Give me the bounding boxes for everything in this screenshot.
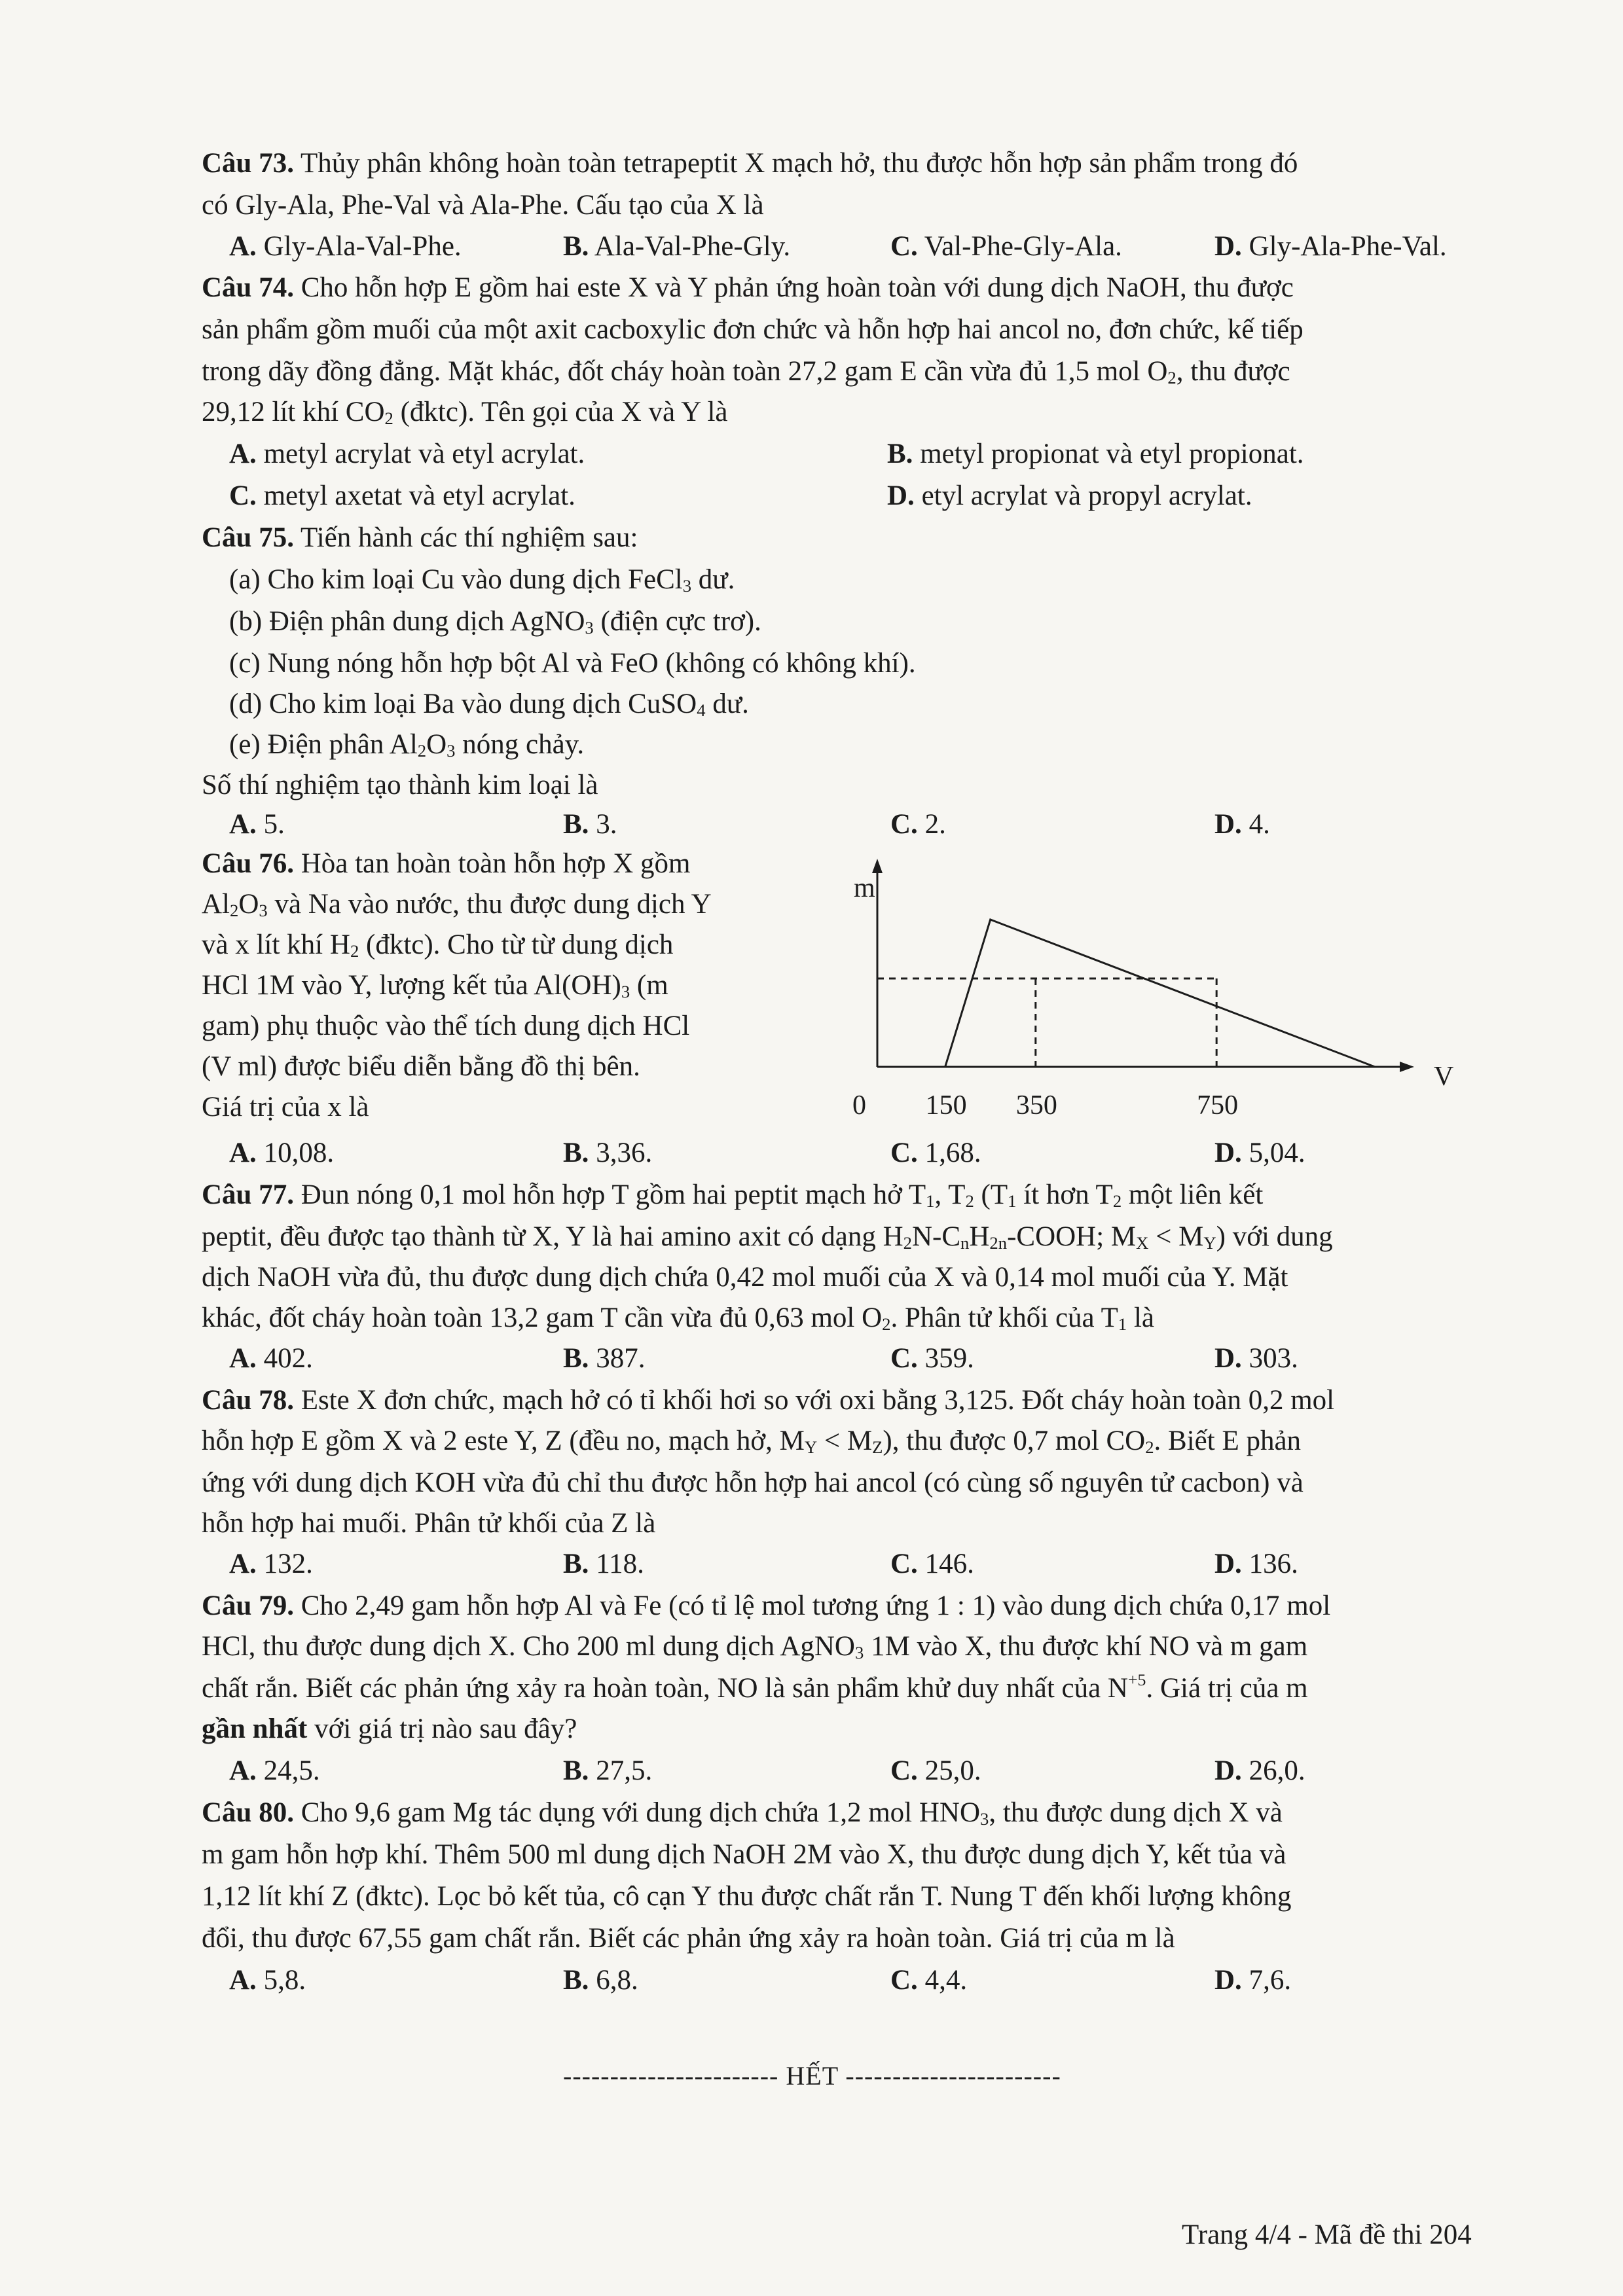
q77-line-2: peptit, đều được tạo thành từ X, Y là hai amino axit có dạng $H_2N-C_nH_{2n}$-COOH; $M_X < M_Y$) với dung (202, 1221, 1333, 1253)
q76-option-d: D. 5,04. (1214, 1138, 1305, 1168)
q76-option-a: A. 10,08. (229, 1138, 335, 1168)
q73-option-b: B. Ala-Val-Phe-Gly. (563, 231, 791, 262)
q79-option-b: B. 27,5. (563, 1755, 653, 1786)
q77-option-a: A. 402. (229, 1343, 313, 1374)
q80-option-c: C. 4,4. (890, 1965, 968, 1996)
q75-item-d: (d) Cho kim loại Ba vào dung dịch CuSO$_4$ dư. (229, 689, 749, 720)
q79-line-1: Câu 79. Cho 2,49 gam hỗn hợp Al và Fe (có tỉ lệ mol tương ứng 1 : 1) vào dung dịch chứa 0,17 mol (202, 1590, 1331, 1621)
q75-option-d: D. 4. (1214, 809, 1270, 840)
q78-line-2: hỗn hợp E gồm X và 2 este Y, Z (đều no, mạch hở, $M_Y < M_Z$), thu được 0,7 mol $CO_2$. Biết E phản (202, 1426, 1302, 1457)
q73-option-d: D. Gly-Ala-Phe-Val. (1214, 231, 1447, 262)
q76-line-3: và x lít khí $H_2$ (đktc). Cho từ từ dung dịch (202, 929, 674, 961)
q75-line-1: Câu 75. Tiến hành các thí nghiệm sau: (202, 522, 638, 553)
q76-line-5: gam) phụ thuộc vào thể tích dung dịch HCl (202, 1011, 690, 1041)
q75-item-a: (a) Cho kim loại Cu vào dung dịch FeCl$_3$ dư. (229, 564, 735, 596)
q79-line-3: chất rắn. Biết các phản ứng xảy ra hoàn toàn, NO là sản phẩm khử duy nhất của $N^{+5}$. Giá trị của m (202, 1670, 1308, 1704)
q76-option-b: B. 3,36. (563, 1138, 653, 1168)
y-axis-label: m (854, 873, 875, 903)
q75-item-c: (c) Nung nóng hỗn hợp bột Al và FeO (không có không khí). (229, 648, 916, 679)
q80-option-d: D. 7,6. (1214, 1965, 1292, 1996)
q78-line-3: ứng với dung dịch KOH vừa đủ chỉ thu được hỗn hợp hai ancol (có cùng số nguyên tử cacbon) và (202, 1467, 1304, 1498)
q79-line-4: gần nhất với giá trị nào sau đây? (202, 1713, 577, 1744)
q75-question: Số thí nghiệm tạo thành kim loại là (202, 770, 598, 800)
q79-option-d: D. 26,0. (1214, 1755, 1305, 1786)
q76-line-7: Giá trị của x là (202, 1092, 369, 1122)
page-footer: Trang 4/4 - Mã đề thi 204 (1182, 2219, 1472, 2250)
q80-option-b: B. 6,8. (563, 1965, 638, 1996)
end-marker: ----------------------- HẾT ----------------------- (563, 2061, 1061, 2090)
q74-line-3: trong dãy đồng đẳng. Mặt khác, đốt cháy hoàn toàn 27,2 gam E cần vừa đủ 1,5 mol $O_2$, thu được (202, 356, 1290, 387)
q79-option-a: A. 24,5. (229, 1755, 320, 1786)
x-tick-label-350: 350 (1015, 1090, 1057, 1121)
q78-option-d: D. 136. (1214, 1549, 1298, 1579)
q77-option-c: C. 359. (890, 1343, 974, 1374)
q80-line-4: đổi, thu được 67,55 gam chất rắn. Biết các phản ứng xảy ra hoàn toàn. Giá trị của m là (202, 1923, 1175, 1954)
q79-option-c: C. 25,0. (890, 1755, 981, 1786)
q77-option-d: D. 303. (1214, 1343, 1298, 1374)
y-axis-arrow (872, 859, 883, 873)
q74-option-b: B. metyl propionat và etyl propionat. (887, 439, 1304, 469)
q78-option-b: B. 118. (563, 1549, 644, 1579)
q77-line-3: dịch NaOH vừa đủ, thu được dung dịch chứa 0,42 mol muối của X và 0,14 mol muối của Y. Mặt (202, 1262, 1288, 1293)
q73-option-c: C. Val-Phe-Gly-Ala. (890, 231, 1122, 262)
q79-line-2: HCl, thu được dung dịch X. Cho 200 ml dung dịch AgNO$_3$ 1M vào X, thu được khí NO và m gam (202, 1631, 1308, 1662)
q74-option-d: D. etyl acrylat và propyl acrylat. (887, 480, 1252, 511)
q80-line-3: 1,12 lít khí Z (đktc). Lọc bỏ kết tủa, cô cạn Y thu được chất rắn T. Nung T đến khối lượng không (202, 1881, 1292, 1912)
q74-line-2: sản phẩm gồm muối của một axit cacboxylic đơn chức và hỗn hợp hai ancol no, đơn chức, kế tiếp (202, 314, 1304, 345)
q76-graph (851, 851, 1467, 1139)
q76-option-c: C. 1,68. (890, 1138, 981, 1168)
q73-line-2: có Gly-Ala, Phe-Val và Ala-Phe. Cấu tạo của X là (202, 190, 764, 221)
x-tick-label-0: 0 (852, 1090, 866, 1121)
q77-line-1: Câu 77. Đun nóng 0,1 mol hỗn hợp T gồm hai peptit mạch hở $T_1$, $T_2$ ($T_1$ ít hơn $T_2$ một liên kết (202, 1179, 1264, 1211)
q74-line-1: Câu 74. Cho hỗn hợp E gồm hai este X và Y phản ứng hoàn toàn với dung dịch NaOH, thu được (202, 272, 1294, 303)
q77-line-4: khác, đốt cháy hoàn toàn 13,2 gam T cần vừa đủ 0,63 mol $O_2$. Phân tử khối của $T_1$ là (202, 1302, 1154, 1334)
q73-label: Câu 73. (202, 148, 294, 179)
q75-item-e: (e) Điện phân $Al_2O_3$ nóng chảy. (229, 729, 585, 761)
series-line-0 (945, 920, 1375, 1067)
q76-line-1: Câu 76. Hòa tan hoàn toàn hỗn hợp X gồm (202, 848, 691, 879)
q80-option-a: A. 5,8. (229, 1965, 306, 1996)
q78-option-c: C. 146. (890, 1549, 974, 1579)
q80-line-2: m gam hỗn hợp khí. Thêm 500 ml dung dịch NaOH 2M vào X, thu được dung dịch Y, kết tủa và (202, 1839, 1286, 1870)
q75-option-b: B. 3. (563, 809, 617, 840)
q77-option-b: B. 387. (563, 1343, 646, 1374)
x-axis-label: V (1434, 1062, 1454, 1092)
q74-option-c: C. metyl axetat và etyl acrylat. (229, 480, 575, 511)
q74-option-a: A. metyl acrylat và etyl acrylat. (229, 439, 585, 469)
q76-line-4: HCl 1M vào Y, lượng kết tủa $Al(OH)_3$ (m (202, 970, 668, 1001)
q76-line-2: $Al_2O_3$ và Na vào nước, thu được dung dịch Y (202, 889, 712, 920)
q74-line-4: 29,12 lít khí $CO_2$ (đktc). Tên gọi của X và Y là (202, 397, 728, 428)
q78-line-1: Câu 78. Este X đơn chức, mạch hở có tỉ khối hơi so với oxi bằng 3,125. Đốt cháy hoàn toàn 0,2 mol (202, 1385, 1335, 1416)
x-axis-arrow (1400, 1062, 1414, 1072)
q78-line-4: hỗn hợp hai muối. Phân tử khối của Z là (202, 1508, 656, 1539)
q78-option-a: A. 132. (229, 1549, 313, 1579)
q75-option-c: C. 2. (890, 809, 946, 840)
q73-line-1: Câu 73. Thủy phân không hoàn toàn tetrapeptit X mạch hở, thu được hỗn hợp sản phẩm trong đó (202, 148, 1298, 179)
x-tick-label-750: 750 (1197, 1090, 1239, 1121)
q76-line-6: (V ml) được biểu diễn bằng đồ thị bên. (202, 1051, 640, 1082)
q75-item-b: (b) Điện phân dung dịch AgNO$_3$ (điện cực trơ). (229, 606, 761, 637)
q75-option-a: A. 5. (229, 809, 285, 840)
x-tick-label-150: 150 (925, 1090, 967, 1121)
q73-option-a: A. Gly-Ala-Val-Phe. (229, 231, 462, 262)
q80-line-1: Câu 80. Cho 9,6 gam Mg tác dụng với dung dịch chứa 1,2 mol $HNO_3$, thu được dung dịch X và (202, 1797, 1283, 1829)
